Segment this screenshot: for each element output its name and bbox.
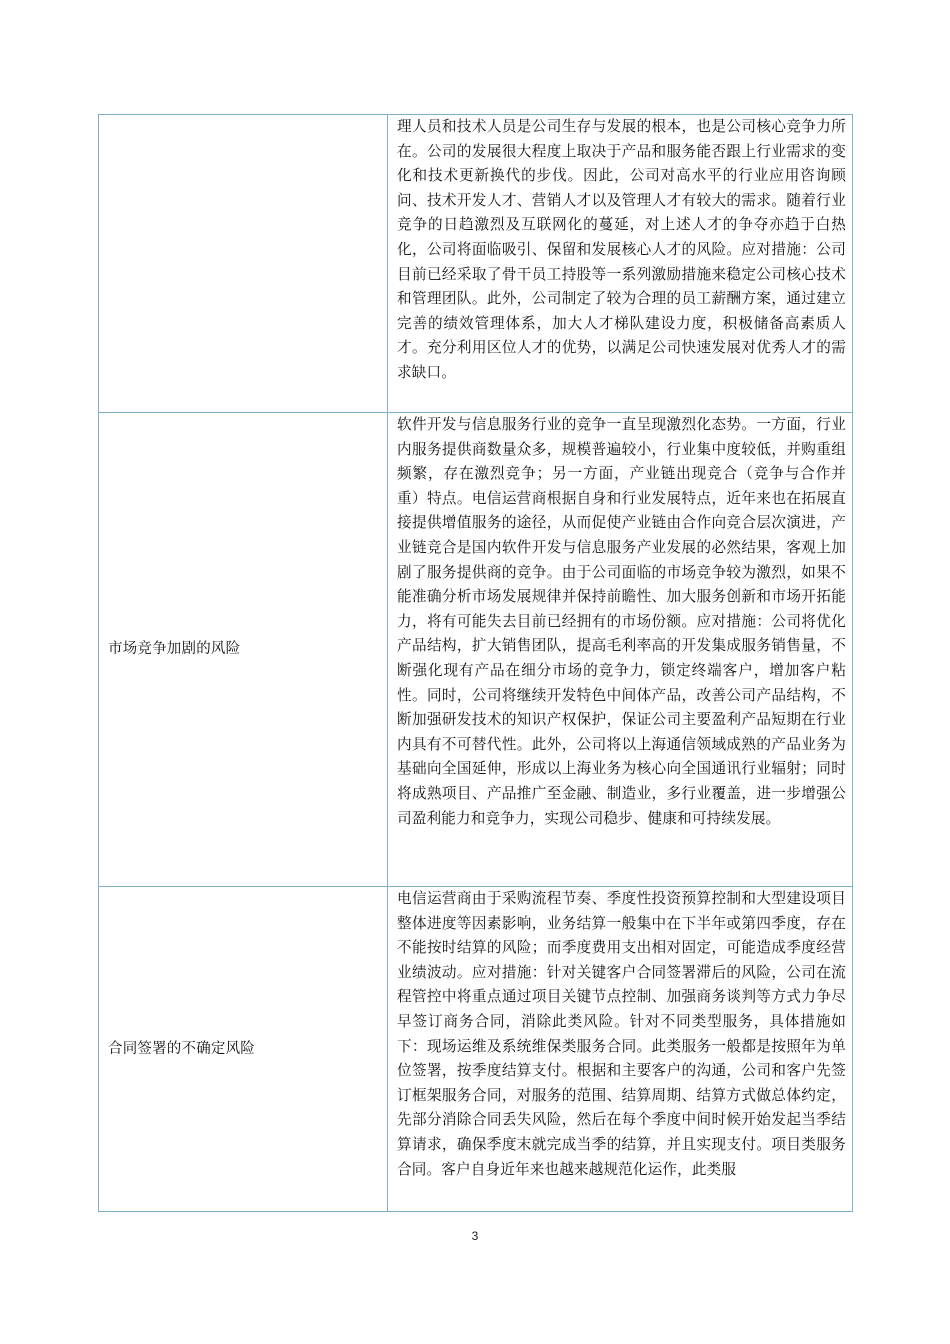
table-row: [99, 413, 853, 887]
risk-name: 合同签署的不确定风险: [108, 1040, 255, 1057]
risk-name-cell: [99, 115, 388, 413]
table-row: [99, 887, 853, 1212]
risk-name: 市场竞争加剧的风险: [108, 641, 241, 658]
risk-description: 电信运营商由于采购流程节奏、季度性投资预算控制和大型建设项目整体进度等因素影响，业务结算一般集中在下半年或第四季度，存在不能按时结算的风险；而季度费用支出相对固定，可能造成季度经营业绩波动。应对措施：针对关键客户合同签署滞后的风险，公司在流程管控中将重点通过项目关键节点控制、加强商务谈判等方式力争尽早签订商务合同，消除此类风险。针对不同类型服务，具体措施如下：现场运维及系统维保类服务合同。此类服务一般都是按照年为单位签署，按季度结算支付。根据和主要客户的沟通，公司和客户先签订框架服务合同，对服务的范围、结算周期、结算方式做总体约定，先部分消除合同丢失风险，然后在每个季度中间时候开始发起当季结算请求，确保季度末就完成当季的结算，并且实现支付。项目类服务合同。客户自身近年来也越来越规范化运作，此类服: [397, 890, 846, 1178]
risk-description-cell: [388, 413, 853, 887]
page-number: 3: [471, 1229, 479, 1243]
risk-description: 软件开发与信息服务行业的竞争一直呈现激烈化态势。一方面，行业内服务提供商数量众多，规模普遍较小，行业集中度较低，并购重组频繁，存在激烈竞争；另一方面，产业链出现竞合（竞争与合作并重）特点。电信运营商根据自身和行业发展特点，近年来也在拓展直接提供增值服务的途径，从而促使产业链由合作向竞合层次演进，产业链竞合是国内软件开发与信息服务产业发展的必然结果，客观上加剧了服务提供商的竞争。由于公司面临的市场竞争较为激烈，如果不能准确分析市场发展规律并保持前瞻性、加大服务创新和市场开拓能力，将有可能失去目前已经拥有的市场份额。应对措施：公司将优化产品结构，扩大销售团队，提高毛利率高的开发集成服务销售量，不断强化现有产品在细分市场的竞争力，锁定终端客户，增加客户粘性。同时，公司将继续开发特色中间体产品，改善公司产品结构，不断加强研发技术的知识产权保护，保证公司主要盈利产品短期在行业内具有不可替代性。此外，公司将以上海通信领域成熟的产品业务为基础向全国延伸，形成以上海业务为核心向全国通讯行业辐射；同时将成熟项目、产品推广至金融、制造业，多行业覆盖，进一步增强公司盈利能力和竞争力，实现公司稳步、健康和可持续发展。: [397, 416, 846, 827]
risk-name-cell: [99, 887, 388, 1212]
risk-description: 理人员和技术人员是公司生存与发展的根本，也是公司核心竞争力所在。公司的发展很大程度上取决于产品和服务能否跟上行业需求的变化和技术更新换代的步伐。因此，公司对高水平的行业应用咨询顾问、技术开发人才、营销人才以及管理人才有较大的需求。随着行业竞争的日趋激烈及互联网化的蔓延，对上述人才的争夺亦趋于白热化，公司将面临吸引、保留和发展核心人才的风险。应对措施：公司目前已经采取了骨干员工持股等一系列激励措施来稳定公司核心技术和管理团队。此外，公司制定了较为合理的员工薪酬方案，通过建立完善的绩效管理体系，加大人才梯队建设力度，积极储备高素质人才。充分利用区位人才的优势，以满足公司快速发展对优秀人才的需求缺口。: [397, 118, 846, 381]
table-row: [99, 115, 853, 413]
risk-name-cell: [99, 413, 388, 887]
risk-table: [98, 114, 853, 1212]
risk-description-cell: [388, 115, 853, 413]
risk-description-cell: [388, 887, 853, 1212]
